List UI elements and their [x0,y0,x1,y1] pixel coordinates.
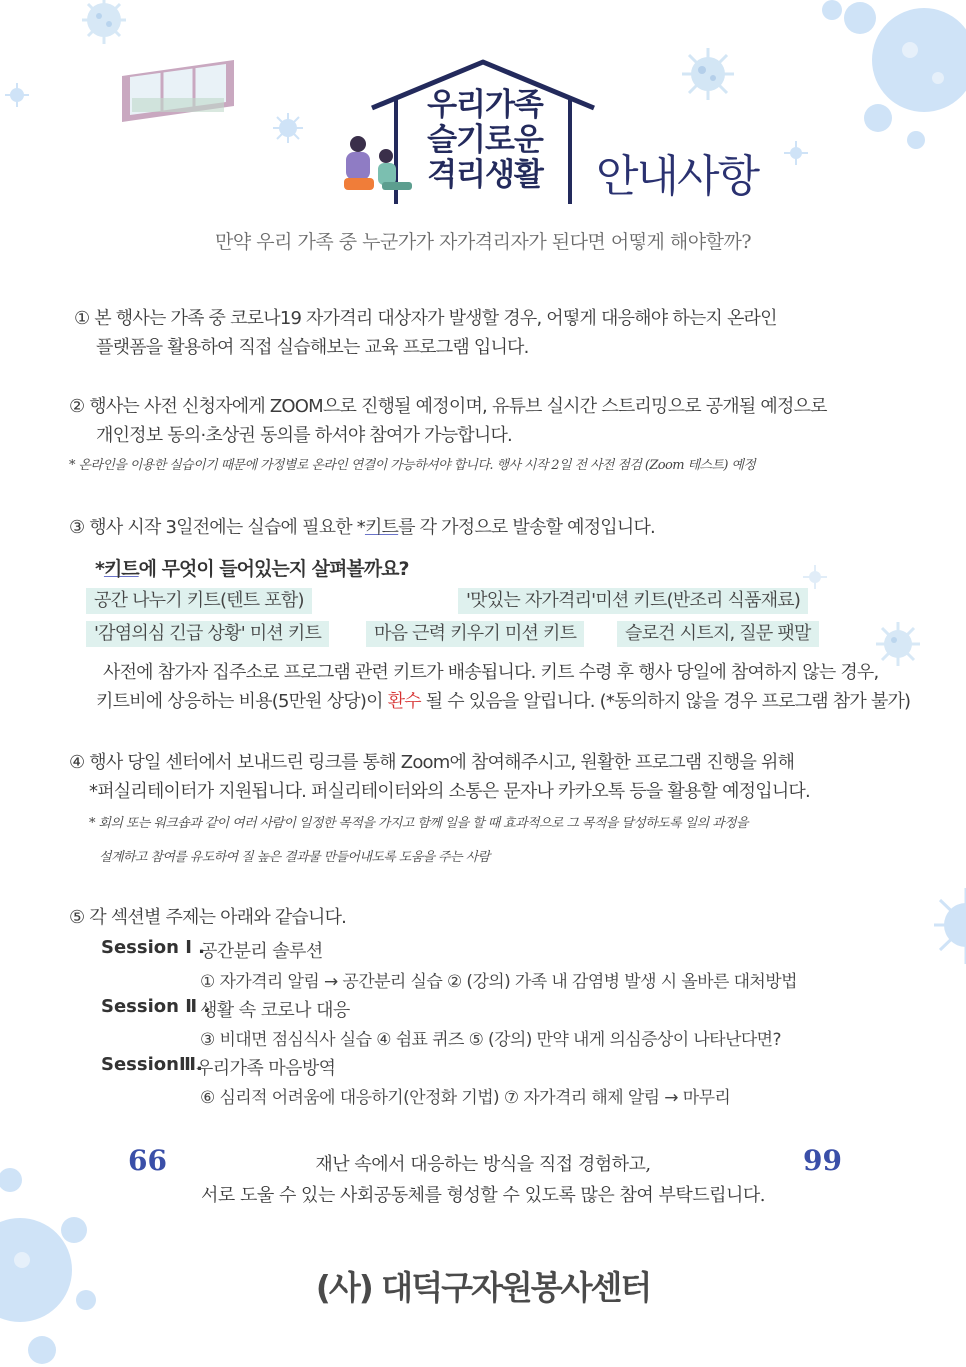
item-2-line-2: 개인정보 동의·초상권 동의를 하셔야 참여가 가능합니다. [96,425,512,446]
event-title-line: 우리가족 [427,87,543,123]
kit-refund-text [96,687,910,713]
item-4-line-2: *퍼실리테이터가 지원됩니다. 퍼실리테이터와의 소통은 문자나 카카오톡 등을 활용할 예정입니다. [89,781,810,802]
kit-refund-pre: 키트비에 상응하는 비용(5만원 상당)이 [96,691,388,712]
session-1-items: ① 자가격리 알림 → 공간분리 실습 ② (강의) 가족 내 감염병 발생 시 올바른 대처방법 [200,972,797,992]
kit-tag: '맛있는 자가격리'미션 키트(반조리 식품재료) [458,588,808,614]
item-1-line-2: 플랫폼을 활용하여 직접 실습해보는 교육 프로그램 입니다. [96,337,529,358]
virus-decoration-icon [802,564,828,590]
item-5-line: ⑤ 각 섹션별 주제는 아래와 같습니다. [69,907,347,928]
session-3-title: 우리가족 마음방역 [196,1058,336,1079]
close-quote-icon: 99 [803,1144,842,1177]
session-1-title: 공간분리 솔루션 [200,941,323,962]
virus-decoration-icon [783,140,809,166]
item-3-text-pre: ③ 행사 시작 3일전에는 실습에 필요한 * [69,517,365,538]
kit-heading-kit-word: 키트 [103,558,139,580]
event-title-line: 격리생활 [427,157,543,193]
session-3-label: SessionⅢ. [101,1054,203,1075]
kit-heading-pre: * [95,558,104,580]
session-1-label: Session Ⅰ . [101,937,206,958]
event-title-line: 슬기로운 [427,122,543,158]
kit-heading-post: 에 무엇이 들어있는지 살펴볼까요? [138,558,409,580]
kit-refund-highlight: 환수 [387,691,421,712]
item-3-text-post: 를 각 가정으로 발송할 예정입니다. [398,517,655,538]
item-3-kit-word: 키트 [364,517,399,538]
family-illustration [336,134,416,198]
kit-delivery-text: 사전에 참가자 집주소로 프로그램 관련 키트가 배송됩니다. 키트 수령 후 행사 당일에 참여하지 않는 경우, [103,662,879,683]
kit-tag: 공간 나누기 키트(텐트 포함) [86,588,312,614]
kit-refund-post: 될 수 있음을 알립니다. (*동의하지 않을 경우 프로그램 참가 불가) [420,691,911,712]
item-4-line-1: ④ 행사 당일 센터에서 보내드린 링크를 통해 Zoom에 참여해주시고, 원활한 프로그램 진행을 위해 [69,752,795,773]
virus-decoration-icon [4,82,30,108]
item-2-line-1: ② 행사는 사전 신청자에게 ZOOM으로 진행될 예정이며, 유튜브 실시간 스트리밍으로 공개될 예정으로 [69,396,827,417]
window-illustration [120,60,236,122]
kit-heading [95,554,408,581]
virus-decoration-icon [680,46,736,102]
item-1-line-1: ① 본 행사는 가족 중 코로나19 자가격리 대상자가 발생할 경우, 어떻게 대응해야 하는지 온라인 [74,308,777,329]
session-3-items: ⑥ 심리적 어려움에 대응하기(안정화 기법) ⑦ 자가격리 해제 알림 → 마무리 [200,1088,731,1108]
virus-decoration-icon [874,620,922,668]
session-2-items: ③ 비대면 점심식사 실습 ④ 쉼표 퀴즈 ⑤ (강의) 만약 내게 의심증상이 나타난다면? [200,1030,781,1050]
subtitle: 만약 우리 가족 중 누군가가 자가격리자가 된다면 어떻게 해야할까? [214,231,752,253]
virus-decoration-icon [74,0,134,48]
item-3-line [69,513,655,539]
open-quote-icon: 66 [128,1144,167,1177]
kit-tag: 마음 근력 키우기 미션 키트 [366,621,584,647]
item-2-note: * 온라인을 이용한 실습이기 때문에 가정별로 온라인 연결이 가능하셔야 합니다. 행사 시작 2일 전 사전 점검 (Zoom 테스트) 예정 [69,458,756,473]
virus-decoration-icon [820,0,966,150]
session-2-title: 생활 속 코로나 대응 [200,1000,350,1021]
kit-tag: 슬로건 시트지, 질문 팻말 [617,621,819,647]
item-4-note-2: 설계하고 참여를 유도하여 질 높은 결과물 만들어내도록 도움을 주는 사람 [99,850,490,865]
item-4-note-1: * 회의 또는 워크숍과 같이 여러 사람이 일정한 목적을 가지고 함께 일을 할 때 효과적으로 그 목적을 달성하도록 일의 과정을 [89,816,748,831]
session-2-label: Session Ⅱ . [101,996,211,1017]
organization-name: (사) 대덕구자원봉사센터 [315,1268,651,1307]
event-title [410,88,560,193]
closing-line-1: 재난 속에서 대응하는 방식을 직접 경험하고, [315,1154,651,1175]
virus-decoration-icon [930,880,966,970]
closing-line-2: 서로 도울 수 있는 사회공동체를 형성할 수 있도록 많은 참여 부탁드립니다. [200,1185,766,1206]
kit-tag: '감염의심 긴급 상황' 미션 키트 [86,621,329,647]
guide-title: 안내사항 [596,151,759,202]
virus-decoration-icon [272,112,304,144]
